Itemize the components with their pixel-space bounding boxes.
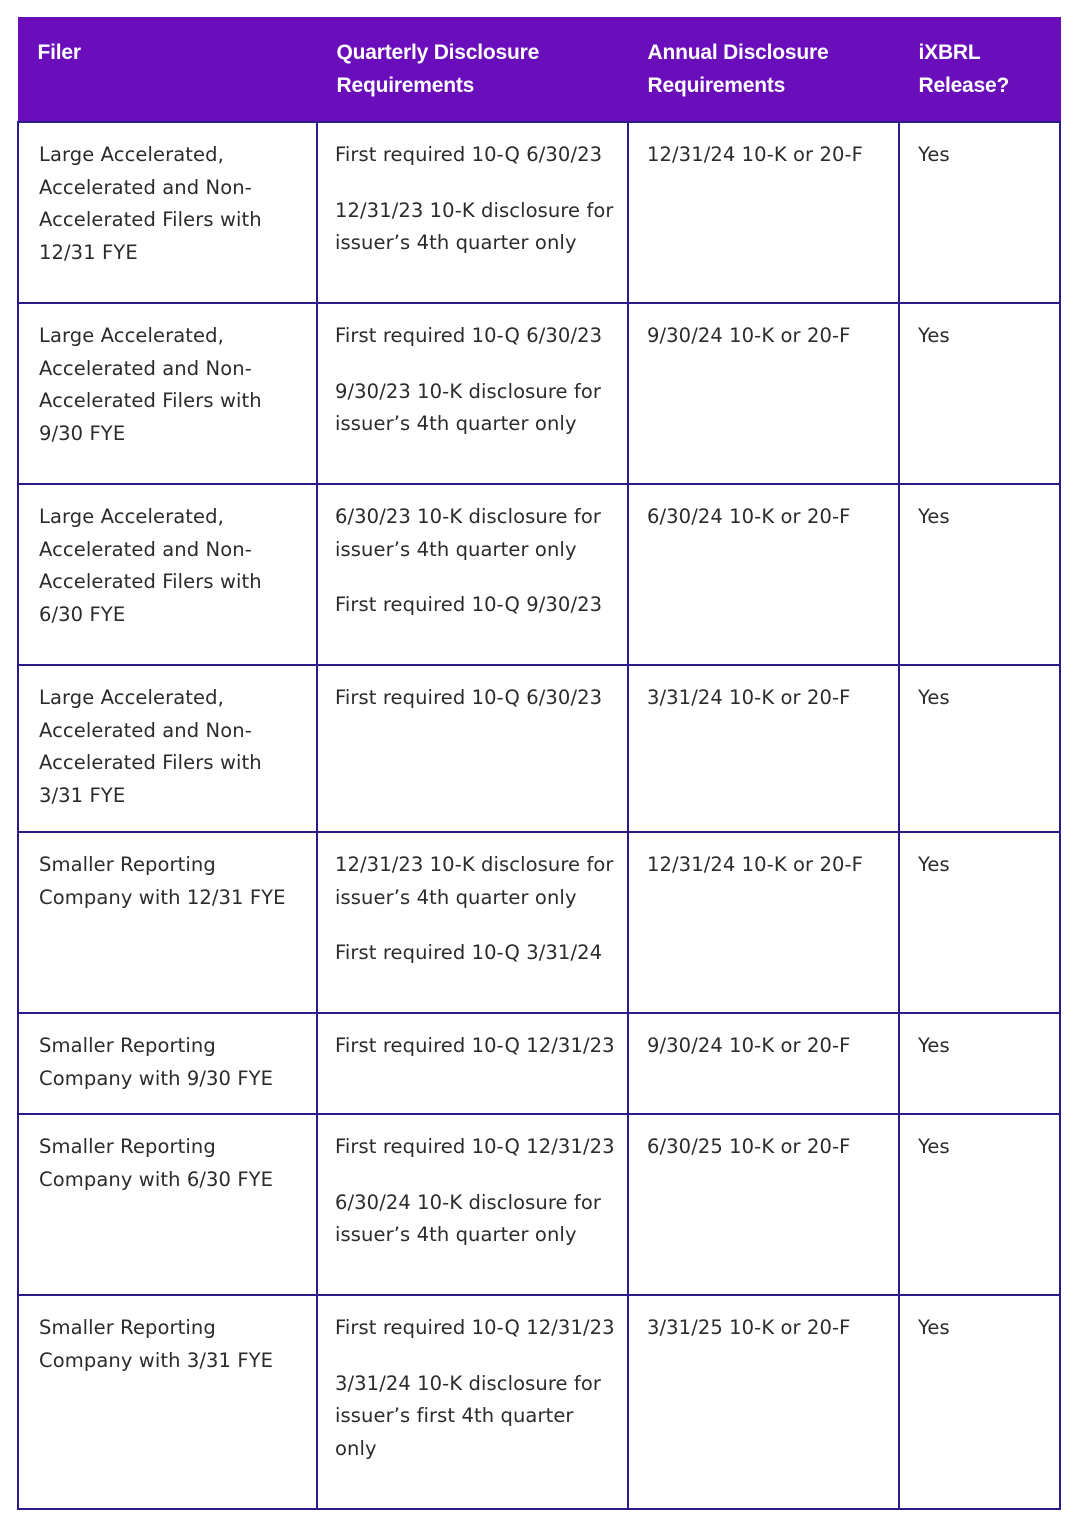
header-ixbrl: iXBRL Release? bbox=[899, 17, 1060, 122]
quarterly-cell bbox=[317, 484, 628, 665]
header-annual: Annual Disclosure Requirements bbox=[628, 17, 899, 122]
quarterly-cell bbox=[317, 832, 628, 1013]
quarterly-text: 12/31/23 10-K disclosure for issuer’s 4th quarter only bbox=[335, 198, 614, 254]
table-row bbox=[18, 484, 1060, 665]
ixbrl-cell: Yes bbox=[899, 484, 1060, 665]
header-row bbox=[18, 17, 1060, 122]
disclosure-table-container bbox=[17, 17, 1059, 1510]
quarterly-cell bbox=[317, 1013, 628, 1114]
table-row bbox=[18, 122, 1060, 303]
filer-cell: Large Accelerated, Accelerated and Non-Accelerated Filers with 3/31 FYE bbox=[18, 665, 317, 832]
quarterly-cell bbox=[317, 122, 628, 303]
quarterly-text: First required 10-Q 3/31/24 bbox=[335, 941, 603, 964]
quarterly-text: First required 10-Q 6/30/23 bbox=[335, 686, 603, 709]
filer-cell: Smaller Reporting Company with 3/31 FYE bbox=[18, 1295, 317, 1509]
quarterly-text: 9/30/23 10-K disclosure for issuer’s 4th quarter only bbox=[335, 379, 602, 435]
table-header bbox=[18, 17, 1060, 122]
ixbrl-cell: Yes bbox=[899, 303, 1060, 484]
header-filer: Filer bbox=[18, 17, 317, 122]
ixbrl-cell: Yes bbox=[899, 832, 1060, 1013]
annual-cell: 6/30/24 10-K or 20-F bbox=[628, 484, 899, 665]
disclosure-requirements-table bbox=[17, 17, 1061, 1510]
ixbrl-cell: Yes bbox=[899, 1295, 1060, 1509]
annual-cell: 9/30/24 10-K or 20-F bbox=[628, 303, 899, 484]
filer-cell: Smaller Reporting Company with 12/31 FYE bbox=[18, 832, 317, 1013]
filer-cell: Large Accelerated, Accelerated and Non-Accelerated Filers with 6/30 FYE bbox=[18, 484, 317, 665]
annual-cell: 12/31/24 10-K or 20-F bbox=[628, 122, 899, 303]
annual-cell: 12/31/24 10-K or 20-F bbox=[628, 832, 899, 1013]
filer-cell: Large Accelerated, Accelerated and Non-Accelerated Filers with 12/31 FYE bbox=[18, 122, 317, 303]
quarterly-text: First required 10-Q 6/30/23 bbox=[335, 143, 603, 166]
annual-cell: 9/30/24 10-K or 20-F bbox=[628, 1013, 899, 1114]
quarterly-cell bbox=[317, 1114, 628, 1295]
header-quarterly: Quarterly Disclosure Requirements bbox=[317, 17, 628, 122]
table-row bbox=[18, 303, 1060, 484]
filer-cell: Smaller Reporting Company with 9/30 FYE bbox=[18, 1013, 317, 1114]
quarterly-text: 6/30/23 10-K disclosure for issuer’s 4th quarter only bbox=[335, 505, 602, 561]
quarterly-text: 6/30/24 10-K disclosure for issuer’s 4th quarter only bbox=[335, 1190, 602, 1246]
table-row bbox=[18, 1013, 1060, 1114]
table-row bbox=[18, 1114, 1060, 1295]
quarterly-cell bbox=[317, 1295, 628, 1509]
table-row bbox=[18, 832, 1060, 1013]
annual-cell: 3/31/24 10-K or 20-F bbox=[628, 665, 899, 832]
annual-cell: 3/31/25 10-K or 20-F bbox=[628, 1295, 899, 1509]
quarterly-text: First required 10-Q 6/30/23 bbox=[335, 324, 603, 347]
quarterly-text: 3/31/24 10-K disclosure for issuer’s first 4th quarter only bbox=[335, 1371, 602, 1460]
quarterly-text: First required 10-Q 12/31/23 bbox=[335, 1316, 615, 1339]
filer-cell: Smaller Reporting Company with 6/30 FYE bbox=[18, 1114, 317, 1295]
quarterly-text: First required 10-Q 9/30/23 bbox=[335, 593, 603, 616]
ixbrl-cell: Yes bbox=[899, 665, 1060, 832]
annual-cell: 6/30/25 10-K or 20-F bbox=[628, 1114, 899, 1295]
table-body bbox=[18, 122, 1060, 1509]
quarterly-text: First required 10-Q 12/31/23 bbox=[335, 1135, 615, 1158]
ixbrl-cell: Yes bbox=[899, 1013, 1060, 1114]
filer-cell: Large Accelerated, Accelerated and Non-Accelerated Filers with 9/30 FYE bbox=[18, 303, 317, 484]
quarterly-cell bbox=[317, 303, 628, 484]
ixbrl-cell: Yes bbox=[899, 122, 1060, 303]
ixbrl-cell: Yes bbox=[899, 1114, 1060, 1295]
quarterly-text: First required 10-Q 12/31/23 bbox=[335, 1034, 615, 1057]
quarterly-text: 12/31/23 10-K disclosure for issuer’s 4th quarter only bbox=[335, 853, 614, 909]
table-row bbox=[18, 665, 1060, 832]
table-row bbox=[18, 1295, 1060, 1509]
quarterly-cell bbox=[317, 665, 628, 832]
